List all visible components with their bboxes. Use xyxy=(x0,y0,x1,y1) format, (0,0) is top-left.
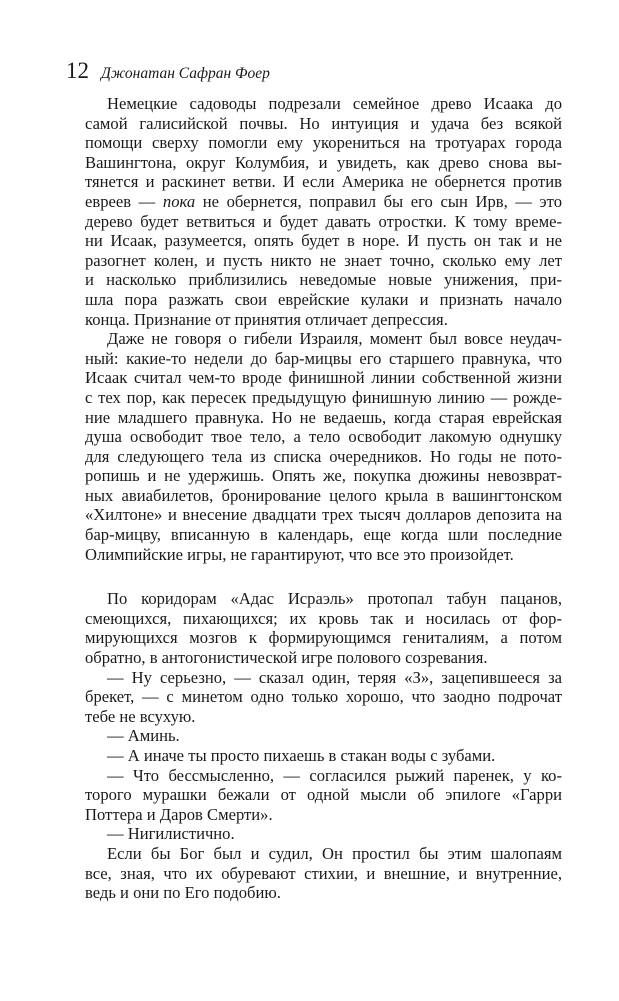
text-line: тянется и раскинет ветви. И если Америка не обернется против xyxy=(85,172,562,192)
paragraph xyxy=(85,746,562,766)
text-line: Если бы Бог был и судил, Он простил бы этим шалопаям xyxy=(107,843,562,863)
text-line: шла пора разжать свои еврейские кулаки и признать начало xyxy=(85,289,562,309)
text-line: ный: какие-то недели до бар-мицвы его старшего правнука, что xyxy=(85,348,562,368)
text-line: брекет, — с минетом одно только хорошо, что заодно подрочат xyxy=(85,687,562,707)
text-line: для следующего тела из списка очередников. Но годы не пото- xyxy=(85,446,562,466)
text-line: душа освободит твое тело, а тело освободит лакомую однушку xyxy=(85,427,562,447)
running-head-author: Джонатан Сафран Фоер xyxy=(101,65,270,82)
text-line: смеющихся, пихающихся; их кровь так и носилась от фор- xyxy=(85,608,562,628)
emphasis: пока xyxy=(162,191,196,211)
text-line: бар-мицву, вписанную в календарь, еще когда шли последние xyxy=(85,525,562,545)
text-line: Вашингтона, округ Колумбия, и увидеть, как древо снова вы- xyxy=(85,152,562,172)
text-line: По коридорам «Адас Исраэль» протопал табун пацанов, xyxy=(107,589,562,609)
text-line: с тех пор, как пересек предыдущую финишную линию — рожде- xyxy=(85,387,562,407)
text-line: — Аминь. xyxy=(107,726,180,746)
text-line: Поттера и Даров Смерти». xyxy=(85,804,273,824)
text-line: Олимпийские игры, не гарантируют, что все это произойдет. xyxy=(85,544,514,564)
text-line: Исаак считал чем-то вроде финишной линии собственной жизни xyxy=(85,368,562,388)
text-line: — А иначе ты просто пихаешь в стакан воды с зубами. xyxy=(107,746,496,765)
text-line: — Что бессмысленно, — согласился рыжий паренек, у ко- xyxy=(107,765,562,785)
text-line: дерево будет ветвиться и будет давать отростки. К тому време- xyxy=(85,211,562,231)
page-number: 12 xyxy=(66,58,89,83)
text-line: конца. Признание от принятия отличает депрессия. xyxy=(85,309,448,329)
paragraph xyxy=(85,589,562,667)
text-line: все, зная, что их обуревают стихии, и внешние, и внутренние, xyxy=(85,863,562,883)
paragraph xyxy=(85,766,562,825)
text-line: разогнет колен, и пусть никто не знает точно, сколько ему лет xyxy=(85,250,562,270)
text-line: торого мурашки бежали от одной мысли об эпилоге «Гарри xyxy=(85,785,562,805)
text-line: Даже не говоря о гибели Израиля, момент был вовсе неудач- xyxy=(107,329,562,349)
page-body xyxy=(85,94,562,903)
text-line: обратно, в антогонистической игре полового созревания. xyxy=(85,648,488,668)
text-line: и насколько приблизились неведомые новые унижения, при- xyxy=(85,270,562,290)
text-line: помощи сверху помогли ему укорениться на тротуарах города xyxy=(85,133,562,153)
text-line: ние младшего правнука. Но не ведаешь, когда старая еврейская xyxy=(85,407,562,427)
text-line: ных авиабилетов, бронирование целого крыла в вашингтонском xyxy=(85,485,562,505)
text-line: мирующихся мозгов к формирующимся гениталиям, а потом xyxy=(85,628,562,648)
paragraph xyxy=(85,824,562,844)
text-line: тебе не всухую. xyxy=(85,706,196,726)
paragraph xyxy=(85,726,562,746)
text-line: — Нигилистично. xyxy=(107,824,235,844)
text-line: ни Исаак, разумеется, опять будет в норе. И пусть он так и не xyxy=(85,231,562,251)
paragraph xyxy=(85,329,562,564)
text-line: «Хилтоне» и внесение двадцати трех тысяч долларов депозита на xyxy=(85,505,562,525)
running-header xyxy=(66,58,270,84)
text-line: Немецкие садоводы подрезали семейное древо Исаака до xyxy=(107,94,562,113)
text-line: самой галисийской почвы. Но интуиция и удача без всякой xyxy=(85,113,562,133)
paragraph xyxy=(85,94,562,329)
paragraph xyxy=(85,668,562,727)
text-line: ропишь и не удержишь. Опять же, покупка дюжины невозврат- xyxy=(85,466,562,486)
text-line: ведь и они по Его подобию. xyxy=(85,883,281,903)
paragraph xyxy=(85,844,562,903)
text-line: — Ну серьезно, — сказал один, теряя «З», зацепившееся за xyxy=(107,667,562,687)
text-line: евреев — пока не обернется, поправил бы его сын Ирв, — это xyxy=(85,191,562,211)
